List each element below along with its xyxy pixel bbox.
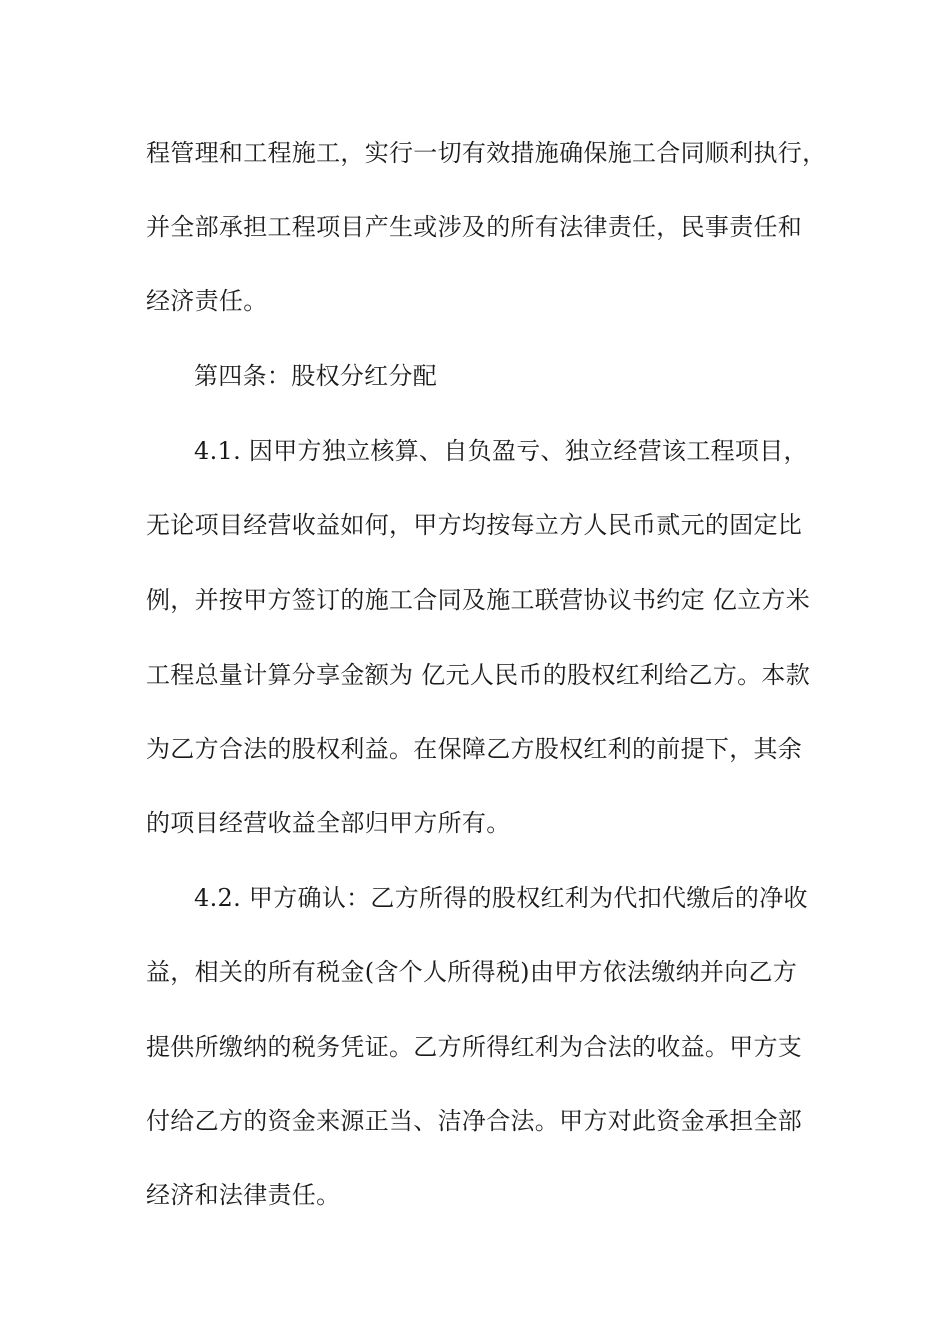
paragraph-line: 程管理和工程施工，实行一切有效措施确保施工合同顺利执行， (146, 139, 827, 167)
paragraph-line: 经济责任。 (146, 287, 268, 315)
paragraph-line: 无论项目经营收益如何，甲方均按每立方人民币贰元的固定比 (146, 511, 803, 539)
paragraph-line: 付给乙方的资金来源正当、洁净合法。甲方对此资金承担全部 (146, 1107, 803, 1135)
section-heading: 第四条：股权分红分配 (194, 362, 437, 390)
paragraph-line: 例，并按甲方签订的施工合同及施工联营协议书约定 亿立方米 (146, 586, 811, 614)
paragraph-line: 益，相关的所有税金(含个人所得税)由甲方依法缴纳并向乙方 (146, 958, 798, 986)
paragraph-line: 提供所缴纳的税务凭证。乙方所得红利为合法的收益。甲方支 (146, 1033, 803, 1061)
paragraph-line: 为乙方合法的股权利益。在保障乙方股权红利的前提下，其余 (146, 735, 803, 763)
paragraph-line: 并全部承担工程项目产生或涉及的所有法律责任，民事责任和 (146, 213, 803, 241)
paragraph-line: 4.2. 甲方确认：乙方所得的股权红利为代扣代缴后的净收 (194, 884, 808, 912)
paragraph-line: 4.1. 因甲方独立核算、自负盈亏、独立经营该工程项目， (194, 437, 808, 465)
paragraph-line: 经济和法律责任。 (146, 1181, 341, 1209)
paragraph-line: 工程总量计算分享金额为 亿元人民币的股权红利给乙方。本款 (146, 661, 811, 689)
paragraph-line: 的项目经营收益全部归甲方所有。 (146, 809, 511, 837)
